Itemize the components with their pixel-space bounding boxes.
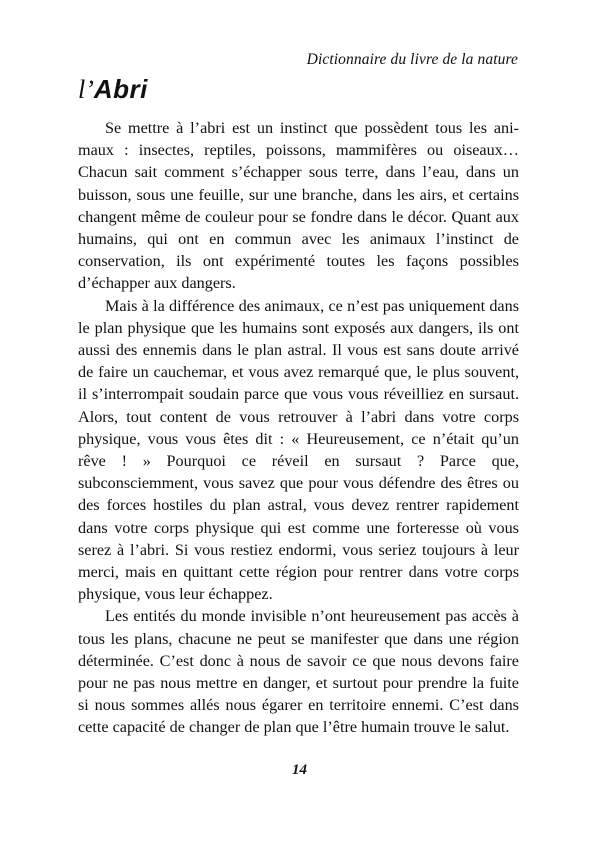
entry-title bbox=[78, 72, 148, 107]
body-paragraph-3: Les entités du monde invisible n’ont heureusement pas accès à tous les plans, chacune ne peut se manifester que dans une région déterminée. C’est donc à nous de savoir ce que nous devons faire pour ne pas nous mettre en danger, et surtout pour prendre la fuite si nous sommes allés nous égarer en territoire ennemi. C’est dans cette capacité de changer de plan que l’être humain trouve le salut. bbox=[78, 607, 519, 737]
body-paragraph-2: Mais à la différence des animaux, ce n’est pas uniquement dans le plan physique que les humains sont exposés aux dangers, ils ont aussi des ennemis dans le plan astral. Il vous est sans doute arrivé de faire un cauchemar, et vous avez remarqué que, le plus souvent, il s’interrompait soudain parce que vous vous réveilliez en sursaut. Alors, tout content de vous retrouver à l’abri dans votre corps physique, vous vous êtes dit : « Heureusement, ce n’était qu’un rêve ! » Pourquoi ce réveil en sursaut ? Parce que, subconsciemment, vous savez que pour vous défendre des êtres ou des forces hostiles du plan astral, vous devez rentrer rapidement dans votre corps physique qui est comme une forteresse où vous serez à l’abri. Si vous restiez endormi, vous seriez toujours à leur merci, mais en quittant cette région pour rentrer dans votre corps physique, vous leur échappez. bbox=[78, 296, 519, 604]
running-header: Dictionnaire du livre de la nature bbox=[306, 51, 518, 68]
entry-title-article: l’ bbox=[78, 75, 94, 104]
entry-body bbox=[78, 117, 519, 739]
body-paragraph-1: Se mettre à l’abri est un instinct que possèdent tous les animaux : insectes, reptiles, poissons, mammifères ou oiseaux… Chacun sait comment s’échapper sous terre, dans l’eau, dans un buisson, sous une feuille, sur une branche, dans les airs, et certains changent même de couleur pour se fondre dans le décor. Quant aux humains, qui ont en commun avec les animaux l’instinct de conservation, ils ont expérimenté toutes les façons possibles d’échapper aux dangers. bbox=[78, 119, 519, 293]
entry-title-word: Abri bbox=[93, 74, 148, 104]
page-number: 14 bbox=[292, 762, 307, 778]
